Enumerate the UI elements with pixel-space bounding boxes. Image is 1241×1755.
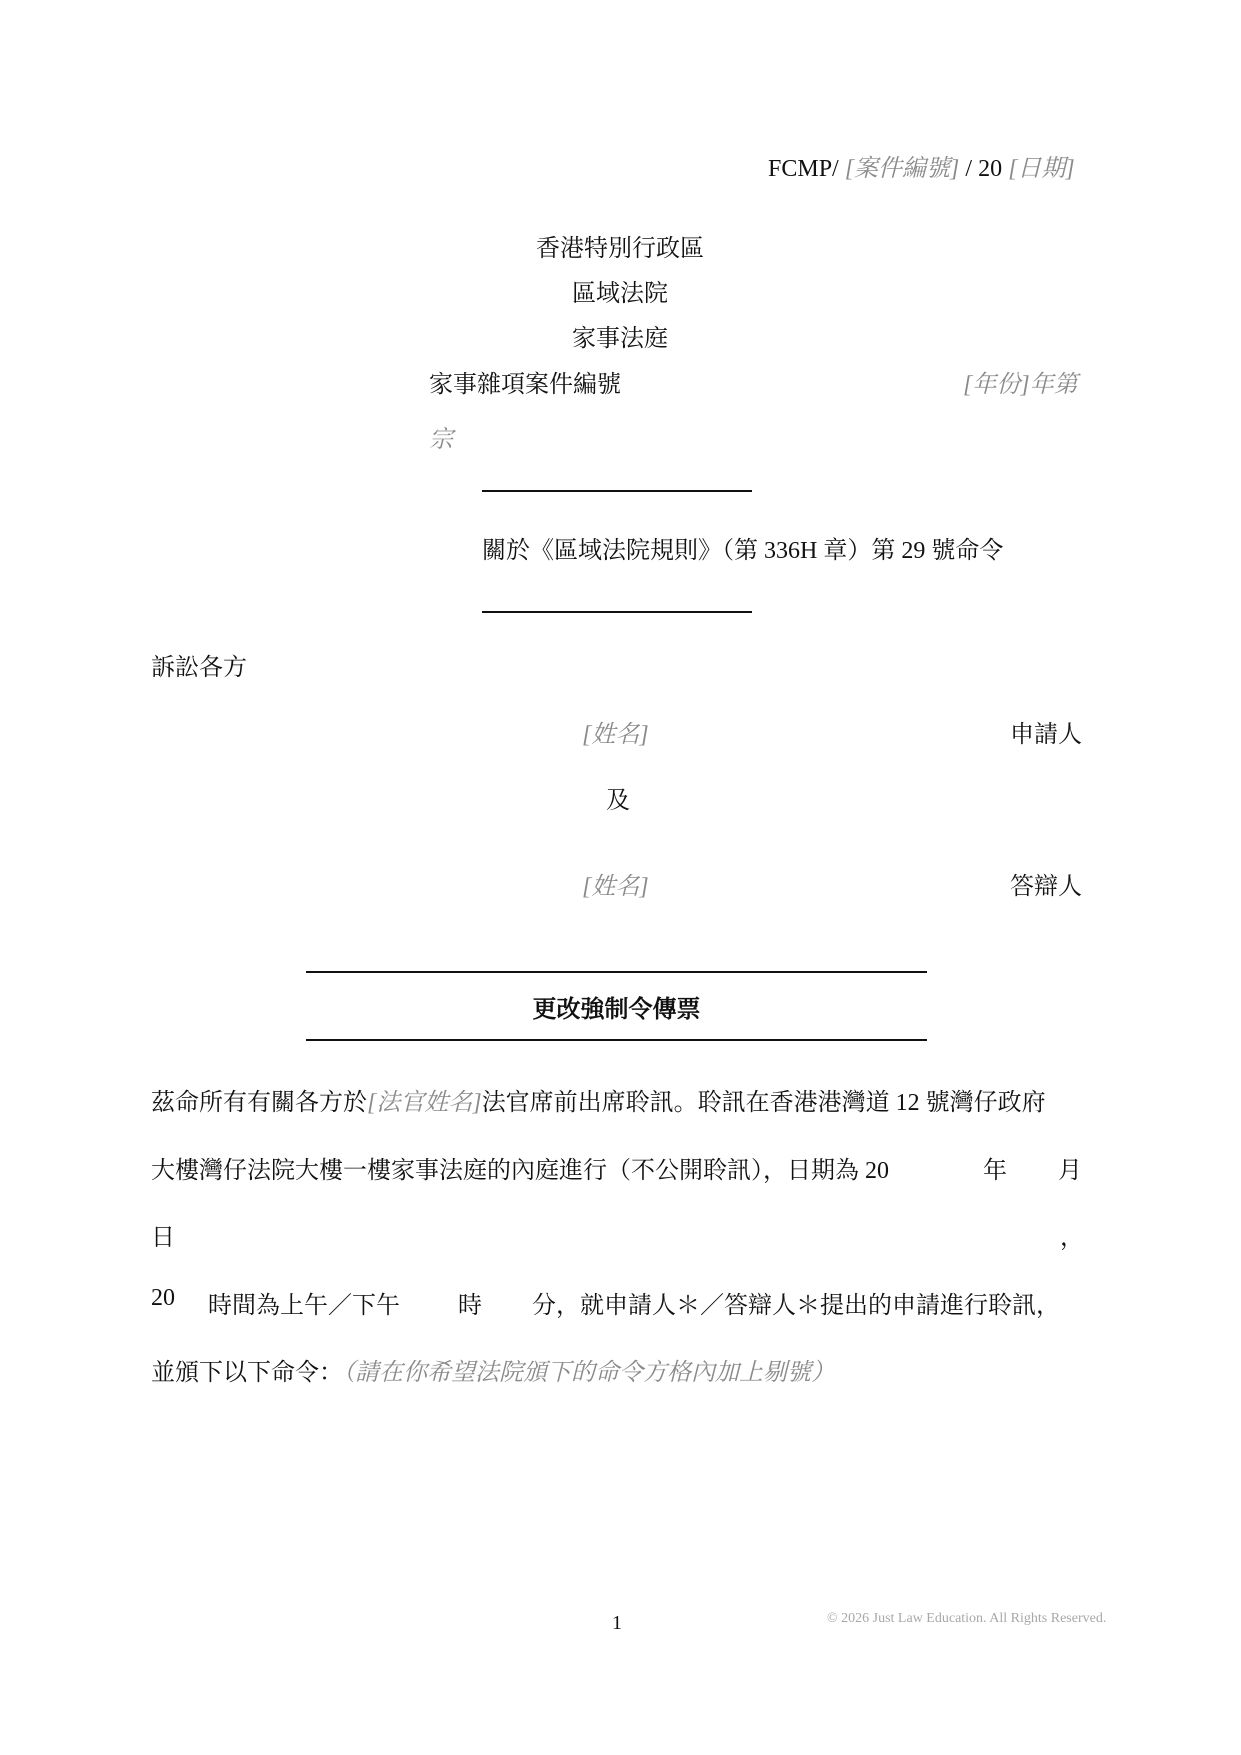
- body-line-4-number: 20: [151, 1285, 175, 1311]
- court-region: 香港特別行政區: [536, 236, 704, 262]
- judge-name-placeholder[interactable]: [法官姓名]: [367, 1090, 482, 1116]
- court-district: 區域法院: [572, 281, 668, 307]
- order-intro: 並頒下以下命令：: [151, 1360, 343, 1386]
- year-placeholder[interactable]: [年份]: [963, 372, 1030, 398]
- applicant-role: 申請人: [1010, 722, 1082, 748]
- case-suffix: 宗: [429, 427, 453, 453]
- year-separator: / 20: [965, 156, 1003, 182]
- body-text: 茲命所有有關各方於: [151, 1090, 367, 1116]
- body-text: 大樓灣仔法院大樓一樓家事法庭的內庭進行（不公開聆訊），日期為 20: [151, 1158, 889, 1184]
- year-suffix: 年第: [1029, 372, 1078, 398]
- body-line-5: [151, 1352, 835, 1387]
- date-placeholder[interactable]: [日期]: [1008, 156, 1075, 182]
- year-label: 年: [983, 1158, 1007, 1184]
- title-top-rule: [306, 971, 927, 973]
- case-label: 家事雜項案件編號: [429, 372, 621, 398]
- applicant-name-placeholder[interactable]: [姓名]: [582, 722, 649, 748]
- page-number: 1: [612, 1612, 622, 1634]
- day-comma: ，: [1060, 1225, 1084, 1251]
- time-label: 時間為上午／下午: [208, 1293, 400, 1319]
- case-number-placeholder[interactable]: [案件編號]: [844, 156, 960, 182]
- document-title: 更改強制令傳票: [532, 997, 701, 1023]
- order-instruction-note: （請在你希望法院頒下的命令方格內加上剔號）: [343, 1360, 835, 1386]
- case-prefix: FCMP/: [768, 156, 839, 182]
- respondent-name-placeholder[interactable]: [姓名]: [582, 874, 649, 900]
- case-number-line: [768, 148, 1075, 183]
- title-bottom-rule: [306, 1039, 927, 1041]
- day-label: 日: [151, 1225, 175, 1251]
- case-year: [963, 364, 1078, 399]
- parties-heading: 訴訟各方: [151, 655, 247, 681]
- body-line-2: [151, 1150, 889, 1185]
- and-label: 及: [606, 788, 630, 814]
- respondent-role: 答辯人: [1010, 874, 1082, 900]
- hour-label: 時: [458, 1293, 482, 1319]
- divider-bottom-rule: [482, 611, 752, 613]
- divider-top-rule: [482, 490, 752, 492]
- rule-title: 關於《區域法院規則》（第 336H 章）第 29 號命令: [482, 538, 1004, 564]
- body-line-1: [151, 1082, 1046, 1117]
- body-text: 法官席前出席聆訊。聆訊在香港港灣道 12 號灣仔政府: [481, 1090, 1046, 1116]
- body-line-4-rest: 分，就申請人＊／答辯人＊提出的申請進行聆訊，: [532, 1293, 1060, 1319]
- court-family: 家事法庭: [572, 326, 668, 352]
- copyright-notice: © 2026 Just Law Education. All Rights Reserved.: [827, 1611, 1107, 1626]
- month-label: 月: [1058, 1158, 1082, 1184]
